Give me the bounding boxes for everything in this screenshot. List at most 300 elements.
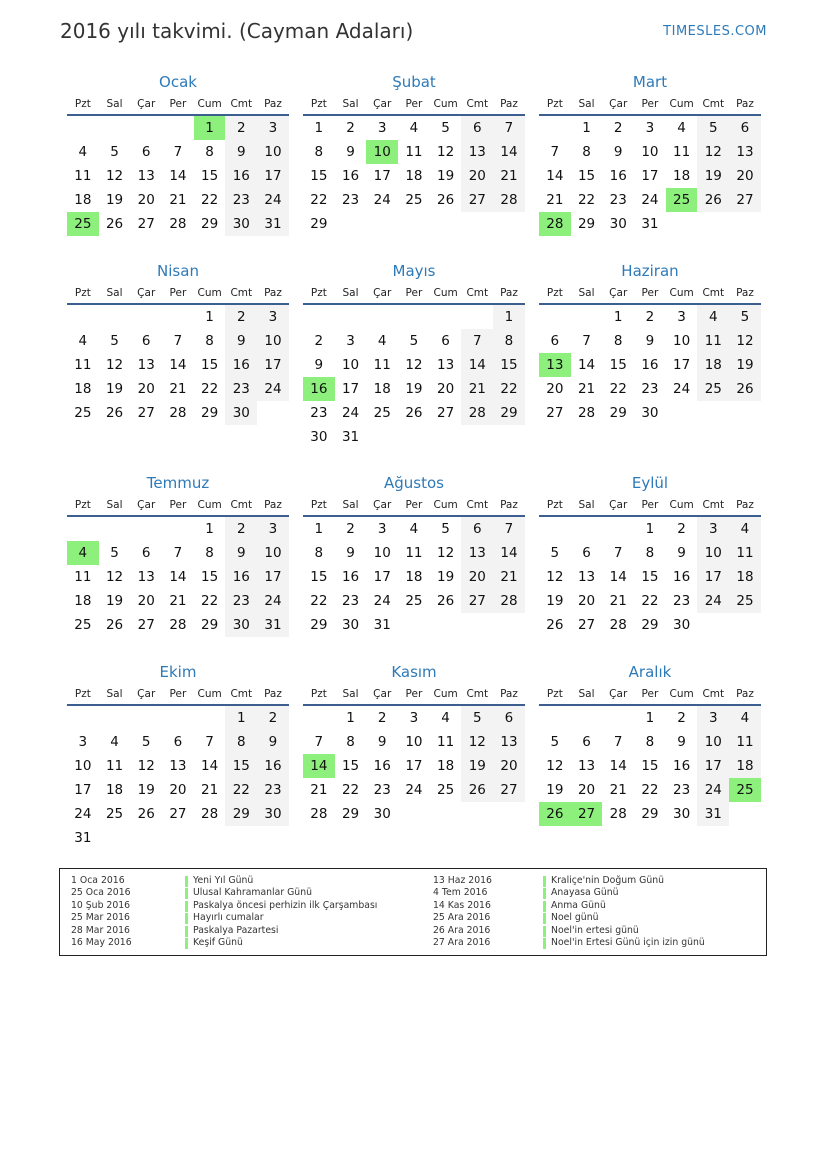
holiday-day-cell[interactable]: 27 [571,802,603,826]
day-cell[interactable]: 14 [546,168,564,184]
day-cell[interactable]: 7 [582,333,591,349]
holiday-day-cell[interactable]: 1 [194,116,226,140]
day-cell[interactable]: 9 [677,545,686,561]
day-cell[interactable]: 31 [341,429,360,445]
day-cell[interactable]: 12 [405,357,423,373]
day-cell[interactable]: 22 [201,381,219,397]
day-cell[interactable]: 13 [137,357,155,373]
day-cell[interactable]: 18 [74,381,92,397]
day-cell[interactable]: 25 [105,806,124,822]
day-cell[interactable]: 21 [493,164,525,188]
day-cell[interactable]: 9 [225,329,257,353]
day-cell[interactable]: 15 [577,168,596,184]
day-cell[interactable]: 23 [225,377,257,401]
day-cell[interactable]: 22 [493,377,525,401]
day-cell[interactable]: 20 [461,565,493,589]
day-cell[interactable]: 15 [641,758,659,774]
day-cell[interactable]: 8 [346,734,355,750]
day-cell[interactable]: 4 [729,706,761,730]
day-cell[interactable]: 9 [257,730,289,754]
day-cell[interactable]: 21 [310,782,328,798]
day-cell[interactable]: 1 [314,521,324,537]
day-cell[interactable]: 8 [205,545,214,561]
day-cell[interactable]: 22 [641,782,659,798]
day-cell[interactable]: 17 [697,565,729,589]
day-cell[interactable]: 12 [546,758,564,774]
day-cell[interactable]: 2 [225,116,257,140]
day-cell[interactable]: 3 [645,120,655,136]
day-cell[interactable]: 22 [201,593,219,609]
day-cell[interactable]: 26 [437,192,455,208]
day-cell[interactable]: 11 [729,730,761,754]
day-cell[interactable]: 24 [697,778,729,802]
day-cell[interactable]: 18 [437,758,455,774]
day-cell[interactable]: 16 [641,357,659,373]
day-cell[interactable]: 23 [225,188,257,212]
day-cell[interactable]: 16 [673,569,691,585]
day-cell[interactable]: 7 [173,545,183,561]
holiday-day-cell[interactable]: 13 [539,353,571,377]
day-cell[interactable]: 22 [609,381,627,397]
day-cell[interactable]: 1 [582,120,591,136]
day-cell[interactable]: 4 [78,333,88,349]
day-cell[interactable]: 8 [645,734,655,750]
day-cell[interactable]: 10 [74,758,92,774]
day-cell[interactable]: 9 [645,333,655,349]
day-cell[interactable]: 20 [577,593,596,609]
day-cell[interactable]: 21 [577,381,596,397]
day-cell[interactable]: 10 [673,333,691,349]
day-cell[interactable]: 13 [577,569,596,585]
day-cell[interactable]: 30 [373,806,391,822]
day-cell[interactable]: 8 [314,545,324,561]
day-cell[interactable]: 12 [729,329,761,353]
holiday-day-cell[interactable]: 10 [366,140,398,164]
day-cell[interactable]: 20 [729,164,761,188]
day-cell[interactable]: 18 [697,353,729,377]
day-cell[interactable]: 26 [546,617,564,633]
day-cell[interactable]: 11 [74,168,92,184]
day-cell[interactable]: 10 [641,144,659,160]
day-cell[interactable]: 23 [609,192,627,208]
day-cell[interactable]: 19 [137,782,155,798]
holiday-day-cell[interactable]: 25 [729,778,761,802]
day-cell[interactable]: 16 [609,168,627,184]
day-cell[interactable]: 12 [546,569,564,585]
holiday-day-cell[interactable]: 28 [539,212,571,236]
day-cell[interactable]: 16 [673,758,691,774]
day-cell[interactable]: 13 [137,569,155,585]
day-cell[interactable]: 14 [609,758,627,774]
day-cell[interactable]: 10 [405,734,423,750]
day-cell[interactable]: 11 [673,144,691,160]
day-cell[interactable]: 17 [673,357,691,373]
day-cell[interactable]: 10 [257,329,289,353]
day-cell[interactable]: 25 [373,405,391,421]
day-cell[interactable]: 20 [577,782,596,798]
day-cell[interactable]: 6 [550,333,560,349]
day-cell[interactable]: 30 [257,802,289,826]
day-cell[interactable]: 30 [641,405,659,421]
day-cell[interactable]: 26 [697,188,729,212]
day-cell[interactable]: 7 [493,116,525,140]
day-cell[interactable]: 11 [697,329,729,353]
day-cell[interactable]: 29 [201,617,219,633]
day-cell[interactable]: 16 [225,565,257,589]
day-cell[interactable]: 17 [373,569,391,585]
day-cell[interactable]: 24 [341,405,360,421]
day-cell[interactable]: 26 [105,216,124,232]
day-cell[interactable]: 13 [493,730,525,754]
holiday-day-cell[interactable]: 14 [303,754,335,778]
day-cell[interactable]: 26 [405,405,423,421]
day-cell[interactable]: 30 [673,806,691,822]
day-cell[interactable]: 15 [641,569,659,585]
day-cell[interactable]: 3 [257,305,289,329]
day-cell[interactable]: 24 [373,593,391,609]
day-cell[interactable]: 19 [546,782,564,798]
day-cell[interactable]: 13 [169,758,187,774]
day-cell[interactable]: 21 [609,593,627,609]
day-cell[interactable]: 6 [729,116,761,140]
day-cell[interactable]: 8 [205,144,214,160]
day-cell[interactable]: 21 [169,381,187,397]
day-cell[interactable]: 24 [373,192,391,208]
day-cell[interactable]: 17 [257,353,289,377]
day-cell[interactable]: 4 [78,144,88,160]
day-cell[interactable]: 5 [550,545,560,561]
day-cell[interactable]: 20 [461,164,493,188]
day-cell[interactable]: 31 [373,617,391,633]
day-cell[interactable]: 16 [373,758,391,774]
day-cell[interactable]: 7 [613,545,623,561]
day-cell[interactable]: 8 [613,333,623,349]
day-cell[interactable]: 4 [677,120,686,136]
day-cell[interactable]: 31 [74,830,92,846]
day-cell[interactable]: 4 [377,333,387,349]
day-cell[interactable]: 21 [201,782,219,798]
day-cell[interactable]: 17 [74,782,92,798]
day-cell[interactable]: 28 [169,216,187,232]
day-cell[interactable]: 1 [645,521,655,537]
day-cell[interactable]: 5 [110,144,119,160]
day-cell[interactable]: 15 [201,569,219,585]
day-cell[interactable]: 21 [461,377,493,401]
day-cell[interactable]: 20 [137,192,155,208]
day-cell[interactable]: 5 [110,545,119,561]
day-cell[interactable]: 12 [697,140,729,164]
day-cell[interactable]: 18 [105,782,124,798]
day-cell[interactable]: 2 [613,120,623,136]
day-cell[interactable]: 31 [641,216,659,232]
day-cell[interactable]: 17 [257,565,289,589]
day-cell[interactable]: 15 [225,754,257,778]
day-cell[interactable]: 29 [641,617,659,633]
day-cell[interactable]: 1 [205,309,214,325]
day-cell[interactable]: 2 [314,333,324,349]
day-cell[interactable]: 24 [405,782,423,798]
day-cell[interactable]: 27 [493,778,525,802]
holiday-day-cell[interactable]: 25 [67,212,99,236]
day-cell[interactable]: 23 [341,593,360,609]
day-cell[interactable]: 10 [257,541,289,565]
day-cell[interactable]: 19 [405,381,423,397]
day-cell[interactable]: 5 [409,333,419,349]
day-cell[interactable]: 5 [550,734,560,750]
day-cell[interactable]: 10 [257,140,289,164]
day-cell[interactable]: 11 [729,541,761,565]
day-cell[interactable]: 19 [105,593,124,609]
day-cell[interactable]: 22 [310,593,328,609]
day-cell[interactable]: 18 [405,168,423,184]
day-cell[interactable]: 9 [314,357,324,373]
day-cell[interactable]: 2 [225,517,257,541]
day-cell[interactable]: 6 [461,116,493,140]
day-cell[interactable]: 16 [257,754,289,778]
day-cell[interactable]: 18 [673,168,691,184]
day-cell[interactable]: 30 [609,216,627,232]
day-cell[interactable]: 17 [257,164,289,188]
day-cell[interactable]: 14 [169,168,187,184]
day-cell[interactable]: 4 [441,710,450,726]
day-cell[interactable]: 19 [546,593,564,609]
day-cell[interactable]: 3 [677,309,686,325]
day-cell[interactable]: 18 [729,565,761,589]
day-cell[interactable]: 6 [461,517,493,541]
day-cell[interactable]: 6 [141,333,151,349]
day-cell[interactable]: 27 [729,188,761,212]
day-cell[interactable]: 30 [310,429,328,445]
day-cell[interactable]: 1 [314,120,324,136]
day-cell[interactable]: 29 [577,216,596,232]
day-cell[interactable]: 28 [609,806,627,822]
day-cell[interactable]: 28 [577,405,596,421]
day-cell[interactable]: 12 [437,545,455,561]
day-cell[interactable]: 10 [697,541,729,565]
day-cell[interactable]: 18 [373,381,391,397]
day-cell[interactable]: 11 [105,758,124,774]
day-cell[interactable]: 13 [729,140,761,164]
day-cell[interactable]: 27 [546,405,564,421]
day-cell[interactable]: 23 [673,782,691,798]
day-cell[interactable]: 3 [257,517,289,541]
day-cell[interactable]: 13 [461,140,493,164]
day-cell[interactable]: 23 [257,778,289,802]
day-cell[interactable]: 11 [405,144,423,160]
day-cell[interactable]: 5 [141,734,151,750]
day-cell[interactable]: 31 [257,613,289,637]
day-cell[interactable]: 27 [577,617,596,633]
day-cell[interactable]: 23 [225,589,257,613]
day-cell[interactable]: 30 [225,401,257,425]
day-cell[interactable]: 13 [577,758,596,774]
day-cell[interactable]: 21 [546,192,564,208]
day-cell[interactable]: 15 [310,569,328,585]
day-cell[interactable]: 27 [137,617,155,633]
day-cell[interactable]: 2 [645,309,655,325]
day-cell[interactable]: 2 [346,521,355,537]
day-cell[interactable]: 19 [105,192,124,208]
day-cell[interactable]: 30 [225,613,257,637]
day-cell[interactable]: 11 [74,357,92,373]
day-cell[interactable]: 23 [341,192,360,208]
day-cell[interactable]: 6 [141,144,151,160]
holiday-day-cell[interactable]: 25 [666,188,698,212]
day-cell[interactable]: 29 [310,216,328,232]
day-cell[interactable]: 15 [201,168,219,184]
day-cell[interactable]: 29 [641,806,659,822]
day-cell[interactable]: 29 [609,405,627,421]
day-cell[interactable]: 24 [673,381,691,397]
day-cell[interactable]: 1 [645,710,655,726]
day-cell[interactable]: 27 [137,405,155,421]
day-cell[interactable]: 19 [437,569,455,585]
day-cell[interactable]: 30 [341,617,360,633]
day-cell[interactable]: 22 [641,593,659,609]
site-brand-link[interactable]: TIMESLES.COM [663,24,767,39]
holiday-day-cell[interactable]: 16 [303,377,335,401]
day-cell[interactable]: 9 [346,545,355,561]
day-cell[interactable]: 19 [461,754,493,778]
day-cell[interactable]: 8 [205,333,214,349]
day-cell[interactable]: 9 [225,140,257,164]
day-cell[interactable]: 29 [201,216,219,232]
day-cell[interactable]: 4 [110,734,119,750]
day-cell[interactable]: 10 [697,730,729,754]
holiday-day-cell[interactable]: 26 [539,802,571,826]
day-cell[interactable]: 9 [613,144,623,160]
day-cell[interactable]: 7 [493,517,525,541]
day-cell[interactable]: 24 [257,377,289,401]
day-cell[interactable]: 19 [437,168,455,184]
day-cell[interactable]: 25 [405,192,423,208]
day-cell[interactable]: 8 [225,730,257,754]
day-cell[interactable]: 21 [169,192,187,208]
day-cell[interactable]: 14 [169,357,187,373]
day-cell[interactable]: 12 [461,730,493,754]
day-cell[interactable]: 24 [641,192,659,208]
day-cell[interactable]: 7 [205,734,214,750]
day-cell[interactable]: 26 [461,778,493,802]
day-cell[interactable]: 26 [729,377,761,401]
day-cell[interactable]: 11 [74,569,92,585]
day-cell[interactable]: 29 [341,806,360,822]
day-cell[interactable]: 27 [137,216,155,232]
day-cell[interactable]: 31 [697,802,729,826]
day-cell[interactable]: 21 [493,565,525,589]
day-cell[interactable]: 13 [461,541,493,565]
day-cell[interactable]: 24 [74,806,92,822]
day-cell[interactable]: 7 [173,144,183,160]
day-cell[interactable]: 8 [645,545,655,561]
day-cell[interactable]: 12 [137,758,155,774]
day-cell[interactable]: 20 [493,754,525,778]
day-cell[interactable]: 25 [405,593,423,609]
day-cell[interactable]: 13 [137,168,155,184]
day-cell[interactable]: 31 [257,212,289,236]
day-cell[interactable]: 14 [461,353,493,377]
day-cell[interactable]: 23 [310,405,328,421]
day-cell[interactable]: 25 [74,617,92,633]
day-cell[interactable]: 8 [493,329,525,353]
day-cell[interactable]: 7 [613,734,623,750]
day-cell[interactable]: 29 [310,617,328,633]
day-cell[interactable]: 11 [405,545,423,561]
day-cell[interactable]: 9 [346,144,355,160]
day-cell[interactable]: 25 [437,782,455,798]
day-cell[interactable]: 2 [677,521,686,537]
day-cell[interactable]: 19 [697,164,729,188]
day-cell[interactable]: 8 [314,144,324,160]
day-cell[interactable]: 20 [546,381,564,397]
day-cell[interactable]: 17 [641,168,659,184]
day-cell[interactable]: 3 [697,517,729,541]
day-cell[interactable]: 2 [677,710,686,726]
day-cell[interactable]: 3 [697,706,729,730]
day-cell[interactable]: 18 [74,593,92,609]
day-cell[interactable]: 11 [437,734,455,750]
day-cell[interactable]: 28 [461,401,493,425]
day-cell[interactable]: 14 [609,569,627,585]
day-cell[interactable]: 4 [729,517,761,541]
day-cell[interactable]: 1 [225,706,257,730]
day-cell[interactable]: 16 [225,164,257,188]
day-cell[interactable]: 30 [673,617,691,633]
day-cell[interactable]: 3 [257,116,289,140]
day-cell[interactable]: 9 [225,541,257,565]
day-cell[interactable]: 5 [441,521,450,537]
day-cell[interactable]: 15 [609,357,627,373]
day-cell[interactable]: 6 [582,545,591,561]
day-cell[interactable]: 14 [169,569,187,585]
day-cell[interactable]: 6 [582,734,591,750]
day-cell[interactable]: 1 [613,309,623,325]
day-cell[interactable]: 27 [437,405,455,421]
day-cell[interactable]: 7 [173,333,183,349]
day-cell[interactable]: 22 [225,778,257,802]
day-cell[interactable]: 28 [310,806,328,822]
day-cell[interactable]: 3 [377,120,387,136]
day-cell[interactable]: 25 [729,589,761,613]
day-cell[interactable]: 30 [225,212,257,236]
day-cell[interactable]: 2 [225,305,257,329]
day-cell[interactable]: 14 [201,758,219,774]
day-cell[interactable]: 22 [577,192,596,208]
day-cell[interactable]: 25 [74,405,92,421]
day-cell[interactable]: 16 [225,353,257,377]
day-cell[interactable]: 19 [105,381,124,397]
day-cell[interactable]: 5 [461,706,493,730]
day-cell[interactable]: 7 [461,329,493,353]
day-cell[interactable]: 4 [697,305,729,329]
day-cell[interactable]: 7 [314,734,324,750]
day-cell[interactable]: 28 [169,405,187,421]
day-cell[interactable]: 8 [582,144,591,160]
day-cell[interactable]: 15 [493,353,525,377]
day-cell[interactable]: 21 [169,593,187,609]
day-cell[interactable]: 20 [137,593,155,609]
day-cell[interactable]: 6 [493,706,525,730]
day-cell[interactable]: 24 [257,589,289,613]
day-cell[interactable]: 21 [609,782,627,798]
day-cell[interactable]: 27 [461,188,493,212]
day-cell[interactable]: 16 [341,168,360,184]
day-cell[interactable]: 5 [729,305,761,329]
day-cell[interactable]: 24 [257,188,289,212]
day-cell[interactable]: 17 [373,168,391,184]
day-cell[interactable]: 18 [405,569,423,585]
day-cell[interactable]: 27 [169,806,187,822]
